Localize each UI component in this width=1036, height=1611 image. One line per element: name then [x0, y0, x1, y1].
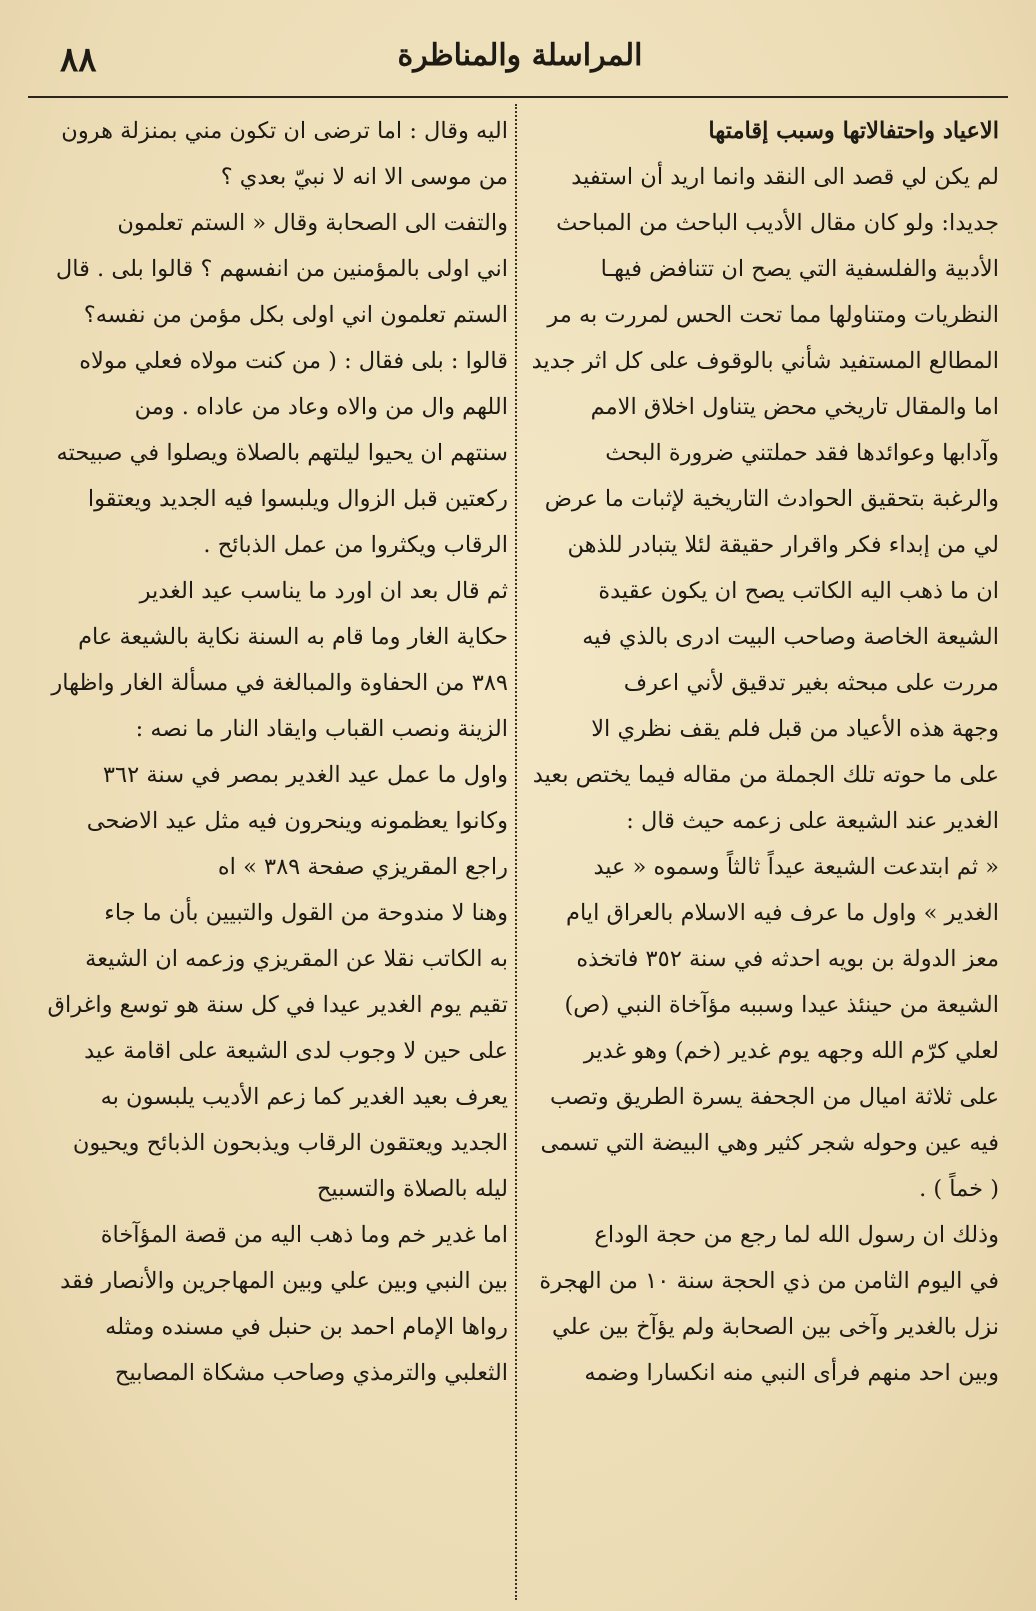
text-line: الشيعة من حينئذ عيدا وسببه مؤآخاة النبي (ص) [564, 992, 999, 1018]
page-header [0, 0, 1036, 100]
text-line: الشيعة الخاصة وصاحب البيت ادرى بالذي فيه [582, 624, 999, 650]
text-line: اما غدير خم وما ذهب اليه من قصة المؤآخاة [100, 1222, 508, 1248]
text-line: الغدير » واول ما عرف فيه الاسلام بالعراق ايام [566, 900, 999, 926]
page-number: ٨٨ [60, 40, 97, 80]
text-line: بين النبي وبين علي وبين المهاجرين والأنصار فقد [60, 1268, 508, 1294]
text-line: لي من إبداء فكر واقرار حقيقة لئلا يتبادر للذهن [567, 532, 999, 558]
text-line: مررت على مبحثه بغير تدقيق لأني اعرف [623, 670, 999, 696]
text-line: الجديد ويعتقون الرقاب ويذبحون الذبائح ويحيون [72, 1130, 508, 1156]
text-line: تقيم يوم الغدير عيدا في كل سنة هو توسع واغراق [47, 992, 508, 1018]
text-line: به الكاتب نقلا عن المقريزي وزعمه ان الشيعة [85, 946, 508, 972]
text-line: ركعتين قبل الزوال ويلبسوا فيه الجديد ويعتقوا [87, 486, 508, 512]
text-line: على ما حوته تلك الجملة من مقاله فيما يختص بعيد [532, 762, 999, 788]
text-line: الرقاب ويكثروا من عمل الذبائح . [203, 532, 508, 558]
text-line: فيه عين وحوله شجر كثير وهي البيضة التي تسمى [540, 1130, 999, 1156]
column-divider [515, 104, 517, 1600]
text-line: ثم قال بعد ان اورد ما يناسب عيد الغدير [139, 578, 508, 604]
text-line: سنتهم ان يحيوا ليلتهم بالصلاة ويصلوا في صبيحته [56, 440, 508, 466]
text-line: وكانوا يعظمونه وينحرون فيه مثل عيد الاضحى [86, 808, 508, 834]
text-line: قالوا : بلى فقال : ( من كنت مولاه فعلي مولاه [79, 348, 508, 374]
text-line: في اليوم الثامن من ذي الحجة سنة ١٠ من الهجرة [539, 1268, 999, 1294]
text-line: وهنا لا مندوحة من القول والتبيين بأن ما جاء [104, 900, 508, 926]
text-line: الاعياد واحتفالاتها وسبب إقامتها [708, 118, 999, 144]
text-line: معز الدولة بن بويه احدثه في سنة ٣٥٢ فاتخذه [576, 946, 999, 972]
text-line: الزينة ونصب القباب وايقاد النار ما نصه : [135, 716, 508, 742]
text-line: رواها الإمام احمد بن حنبل في مسنده ومثله [105, 1314, 508, 1340]
running-title: المراسلة والمناظرة [397, 38, 643, 73]
text-line: الستم تعلمون اني اولى بكل مؤمن من نفسه؟ [83, 302, 508, 328]
text-line: لعلي كرّم الله وجهه يوم غدير (خم) وهو غدير [583, 1038, 999, 1064]
text-line: المطالع المستفيد شأني بالوقوف على كل اثر جديد [531, 348, 999, 374]
text-line: ان ما ذهب اليه الكاتب يصح ان يكون عقيدة [598, 578, 999, 604]
text-line: الغدير عند الشيعة على زعمه حيث قال : [626, 808, 999, 834]
text-line: راجع المقريزي صفحة ٣٨٩ » اه [217, 854, 508, 880]
text-line: « ثم ابتدعت الشيعة عيداً ثالثاً وسموه « عيد [593, 854, 999, 880]
text-line: حكاية الغار وما قام به السنة نكاية بالشيعة عام [78, 624, 508, 650]
text-line: الأدبية والفلسفية التي يصح ان تتنافض فيهـا [600, 256, 999, 282]
text-line: وبين احد منهم فرأى النبي منه انكسارا وضمه [584, 1360, 999, 1386]
text-line: لم يكن لي قصد الى النقد وانما اريد أن استفيد [571, 164, 999, 190]
text-line: الثعلبي والترمذي وصاحب مشكاة المصابيح [114, 1360, 508, 1386]
text-line: على حين لا وجوب لدى الشيعة على اقامة عيد [84, 1038, 508, 1064]
text-line: النظريات ومتناولها مما تحت الحس لمررت به مر [547, 302, 999, 328]
text-line: اللهم وال من والاه وعاد من عاداه . ومن [134, 394, 508, 420]
text-line: اليه وقال : اما ترضى ان تكون مني بمنزلة هرون [61, 118, 508, 144]
text-line: ٣٨٩ من الحفاوة والمبالغة في مسألة الغار واظهار [51, 670, 508, 696]
text-line: ( خماً ) . [919, 1176, 999, 1202]
header-rule [28, 96, 1008, 98]
left-text-column [28, 108, 508, 1598]
text-line: على ثلاثة اميال من الجحفة يسرة الطريق وتصب [549, 1084, 999, 1110]
text-line: يعرف بعيد الغدير كما زعم الأديب يلبسون به [100, 1084, 508, 1110]
text-line: والرغبة بتحقيق الحوادث التاريخية لإثبات ما عرض [544, 486, 999, 512]
right-text-column [524, 108, 999, 1598]
text-line: وآدابها وعوائدها فقد حملتني ضرورة البحث [605, 440, 999, 466]
text-line: والتفت الى الصحابة وقال « الستم تعلمون [117, 210, 508, 236]
text-line: وجهة هذه الأعياد من قبل فلم يقف نظري الا [591, 716, 999, 742]
text-line: نزل بالغدير وآخى بين الصحابة ولم يؤآخ بين علي [551, 1314, 999, 1340]
text-line: وذلك ان رسول الله لما رجع من حجة الوداع [594, 1222, 999, 1248]
text-line: من موسى الا انه لا نبيّ بعدي ؟ [220, 164, 508, 190]
text-line: واول ما عمل عيد الغدير بمصر في سنة ٣٦٢ [102, 762, 508, 788]
text-line: ليله بالصلاة والتسبيح [316, 1176, 508, 1202]
text-line: جديدا: ولو كان مقال الأديب الباحث من المباحث [556, 210, 999, 236]
text-line: اني اولى بالمؤمنين من انفسهم ؟ قالوا بلى . قال [55, 256, 508, 282]
text-line: اما والمقال تاريخي محض يتناول اخلاق الامم [590, 394, 999, 420]
